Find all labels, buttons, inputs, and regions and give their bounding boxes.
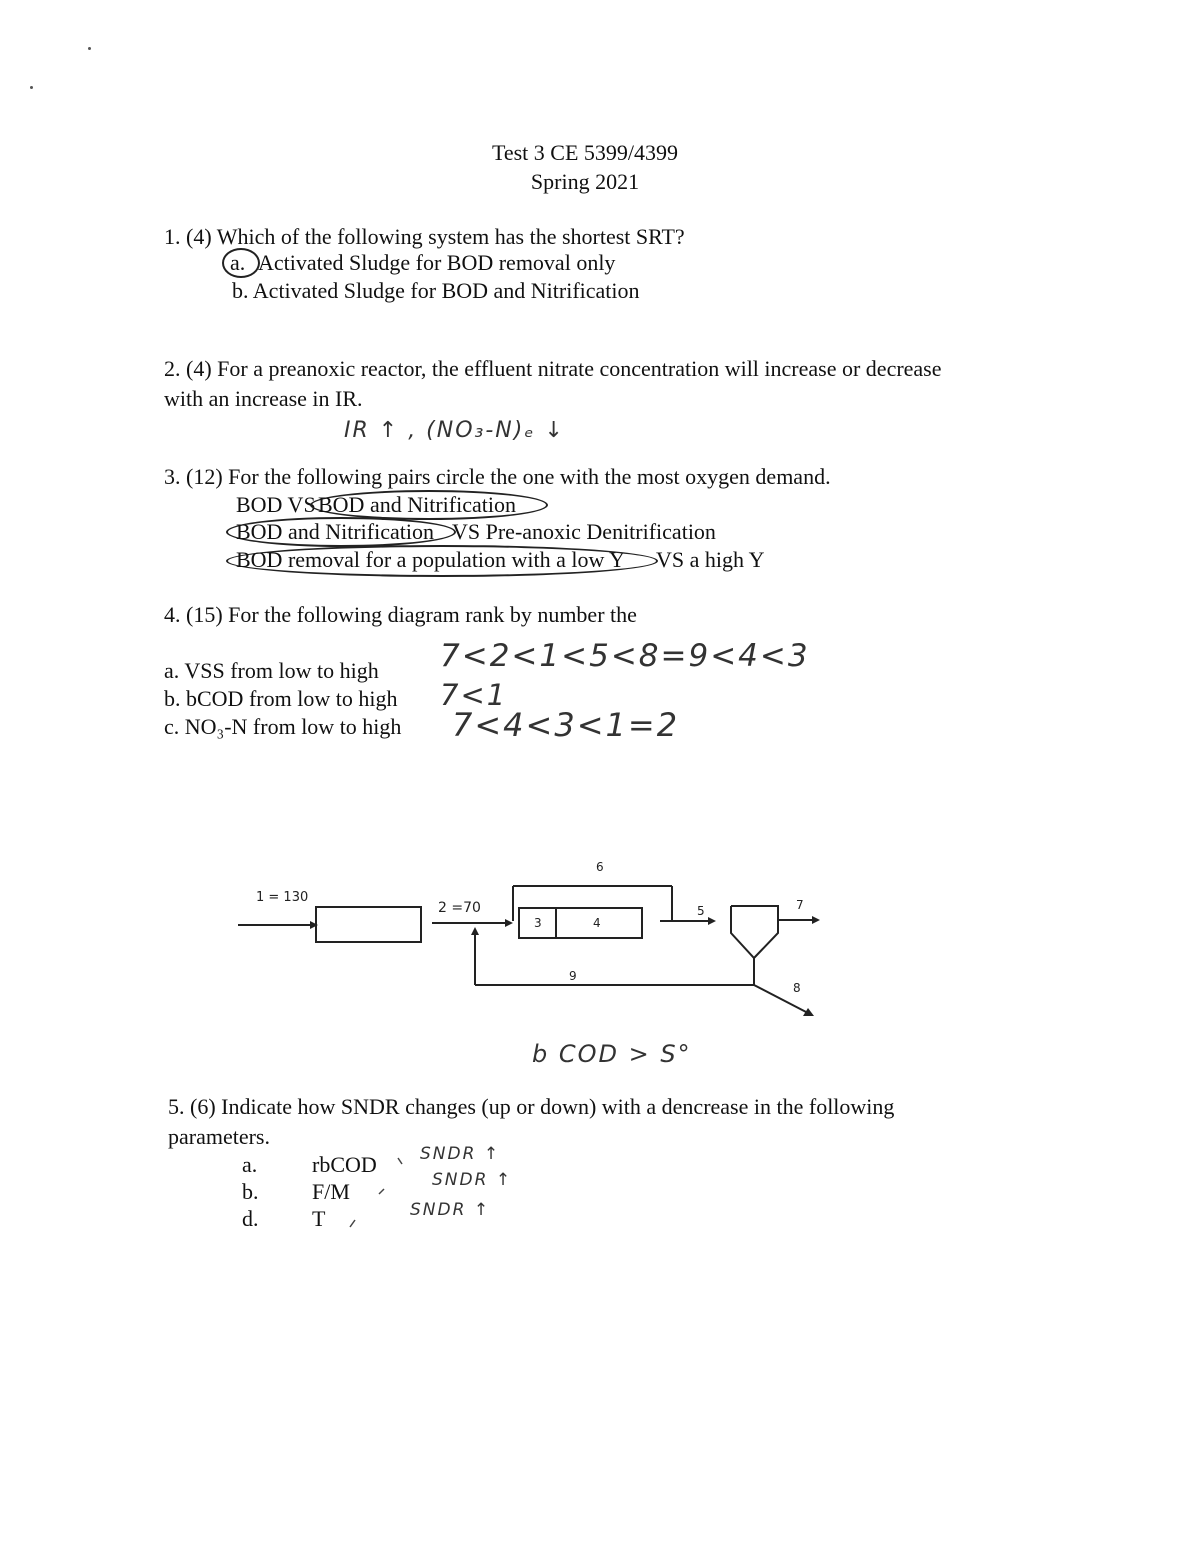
stream-label-6: 6 bbox=[596, 860, 604, 874]
stream-label-5: 5 bbox=[697, 904, 705, 918]
q5-prompt-line2: parameters. bbox=[168, 1124, 270, 1149]
test-term: Spring 2021 bbox=[530, 169, 640, 194]
tick-mark bbox=[350, 1220, 355, 1227]
arrowhead bbox=[812, 916, 820, 924]
q2-prompt-line2: with an increase in IR. bbox=[164, 386, 363, 411]
q5-row-answer: SNDR ↑ bbox=[432, 1170, 513, 1190]
q5-row-param: F/M bbox=[312, 1179, 350, 1204]
q3-pair1-right: BOD and Nitrification bbox=[318, 492, 516, 517]
q1-prompt: 1. (4) Which of the following system has the shortest SRT? bbox=[164, 224, 685, 249]
q1-option-a-letter: a. bbox=[230, 250, 246, 275]
q5-row-answer: SNDR ↑ bbox=[410, 1200, 491, 1220]
q5-row-param: T bbox=[312, 1206, 326, 1231]
bioreactor bbox=[519, 908, 642, 938]
q4-handwritten-note: b COD > S° bbox=[532, 1040, 692, 1068]
q5-row-letter: a. bbox=[242, 1152, 258, 1177]
stream-label-9: 9 bbox=[569, 969, 577, 983]
stream-label-4: 4 bbox=[593, 916, 601, 930]
q4-answer-a: 7<2<1<5<8=9<4<3 bbox=[440, 638, 810, 674]
q4-answer-c: 7<4<3<1=2 bbox=[452, 706, 680, 744]
q5-row-letter: b. bbox=[242, 1179, 259, 1204]
q3-pair1-left: BOD VS bbox=[236, 492, 316, 517]
q3-pair2-left: BOD and Nitrification bbox=[236, 519, 434, 544]
test-title: Test 3 CE 5399/4399 bbox=[491, 140, 679, 165]
q5-prompt-line1: 5. (6) Indicate how SNDR changes (up or down) with a dencrease in the following bbox=[168, 1094, 895, 1119]
q1-option-b: b. Activated Sludge for BOD and Nitrification bbox=[232, 278, 640, 303]
q3-prompt: 3. (12) For the following pairs circle the one with the most oxygen demand. bbox=[164, 464, 831, 489]
arrowhead bbox=[310, 921, 318, 929]
stream-label-2: 2 =70 bbox=[438, 900, 481, 916]
scan-speck bbox=[88, 47, 91, 50]
stream-label-1: 1 = 130 bbox=[256, 890, 309, 905]
q4-answer-b: 7<1 bbox=[440, 678, 508, 712]
q5-row-letter: d. bbox=[242, 1206, 259, 1231]
arrowhead bbox=[505, 919, 513, 927]
q4-item-b: b. bCOD from low to high bbox=[164, 686, 398, 711]
q3-pair2-right: VS Pre-anoxic Denitrification bbox=[452, 519, 716, 544]
arrowhead bbox=[471, 927, 479, 935]
q3-pair3-left: BOD removal for a population with a low Y bbox=[236, 547, 625, 572]
q2-prompt-line1: 2. (4) For a preanoxic reactor, the effluent nitrate concentration will increase or decrease bbox=[164, 356, 942, 381]
q3-pair3-right: VS a high Y bbox=[656, 547, 765, 572]
q4-item-a: a. VSS from low to high bbox=[164, 658, 379, 683]
arrowhead bbox=[708, 917, 716, 925]
stream-label-3: 3 bbox=[534, 916, 542, 930]
tick-mark bbox=[398, 1158, 402, 1164]
q2-handwritten-answer: IR ↑ , (NO₃-N)ₑ ↓ bbox=[344, 418, 565, 443]
waste-sludge-line bbox=[754, 985, 808, 1013]
stream-label-7: 7 bbox=[796, 898, 804, 912]
q1-option-a-text: Activated Sludge for BOD removal only bbox=[258, 250, 616, 275]
stream-label-8: 8 bbox=[793, 981, 801, 995]
tick-mark bbox=[379, 1189, 384, 1194]
primary-clarifier bbox=[316, 907, 421, 942]
q5-row-answer: SNDR ↑ bbox=[420, 1144, 501, 1164]
arrowhead bbox=[803, 1008, 814, 1016]
scan-speck bbox=[30, 86, 33, 89]
q5-row-param: rbCOD bbox=[312, 1152, 377, 1177]
secondary-clarifier bbox=[731, 906, 778, 958]
q4-prompt: 4. (15) For the following diagram rank by number the bbox=[164, 602, 637, 627]
q4-item-c: c. NO₃-N from low to high bbox=[164, 714, 402, 739]
